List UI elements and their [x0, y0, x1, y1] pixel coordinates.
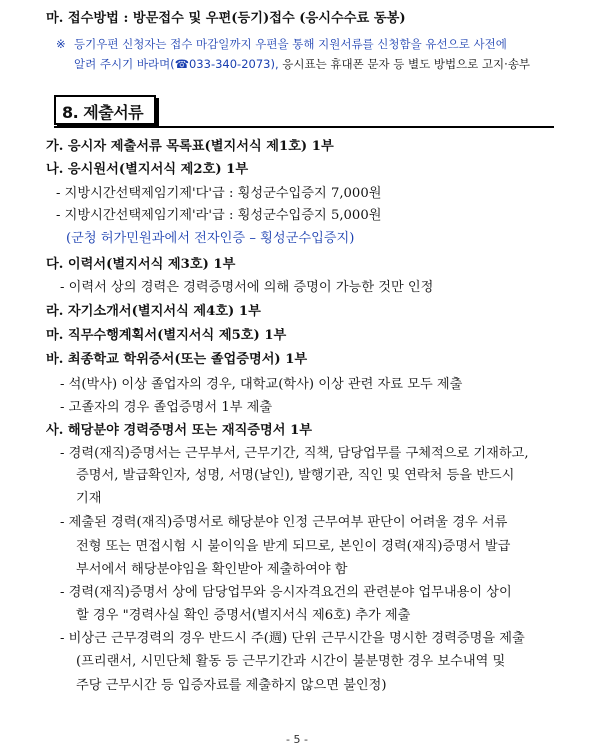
- reception-method: 마. 접수방법 : 방문접수 및 우편(등기)접수 (응시수수료 동봉): [46, 11, 406, 26]
- item-sa-b2-l2: 전형 또는 면접시험 시 불이익을 받게 되므로, 본인이 경력(재직)증명서 발급: [76, 539, 511, 554]
- item-sa-b4-l2: (프리랜서, 시민단체 활동 등 근무기간과 시간이 불분명한 경우 보수내역 및: [76, 654, 506, 669]
- item-na: 나. 응시원서(별지서식 제2호) 1부: [46, 162, 249, 177]
- item-ga: 가. 응시자 제출서류 목록표(별지서식 제1호) 1부: [46, 139, 334, 154]
- page-number: - 5 -: [286, 733, 308, 746]
- item-ba: 바. 최종학교 학위증서(또는 졸업증명서) 1부: [46, 352, 308, 367]
- note-mark: ※: [56, 37, 66, 51]
- reception-note-line2: 알려 주시기 바라며(☎033-340-2073), 응시표는 휴대폰 문자 등 별도 방법으로 고지·송부: [74, 57, 531, 71]
- section-title: 8. 제출서류: [62, 103, 144, 122]
- item-da-sub1: - 이력서 상의 경력은 경력증명서에 의해 증명이 가능한 것만 인정: [60, 280, 434, 295]
- item-sa-b1-l3: 기재: [76, 491, 102, 506]
- item-ba-sub2: - 고졸자의 경우 졸업증명서 1부 제출: [60, 400, 273, 415]
- item-sa-b4-l3: 주당 근무시간 등 입증자료를 제출하지 않으면 불인정): [76, 678, 387, 693]
- item-ra: 라. 자기소개서(별지서식 제4호) 1부: [46, 304, 261, 319]
- reception-note: [56, 35, 66, 53]
- contact-phone: 알려 주시기 바라며(☎033-340-2073),: [74, 57, 279, 71]
- section-title-box: [54, 95, 156, 125]
- item-sa-b1-l1: - 경력(재직)증명서는 근무부서, 근무기간, 직책, 담당업무를 구체적으로 기재하고,: [60, 446, 529, 461]
- item-sa: 사. 해당분야 경력증명서 또는 재직증명서 1부: [46, 423, 313, 438]
- item-sa-b4-l1: - 비상근 근무경력의 경우 반드시 주(週) 단위 근무시간을 명시한 경력증명을 제출: [60, 631, 525, 646]
- item-sa-b1-l2: 증명서, 발급확인자, 성명, 서명(날인), 발행기관, 직인 및 연락처 등을 반드시: [76, 468, 515, 483]
- item-sa-b2-l1: - 제출된 경력(재직)증명서로 해당분야 인정 근무여부 판단이 어려울 경우 서류: [60, 515, 508, 530]
- item-ma: 마. 직무수행계획서(별지서식 제5호) 1부: [46, 328, 287, 343]
- item-sa-b3-l2: 할 경우 "경력사실 확인 증명서(별지서식 제6호) 추가 제출: [76, 608, 411, 623]
- item-ba-sub1: - 석(박사) 이상 졸업자의 경우, 대학교(학사) 이상 관련 자료 모두 제출: [60, 377, 463, 392]
- item-na-sub1: - 지방시간선택제임기제'다'급 : 횡성군수입증지 7,000원: [56, 186, 382, 201]
- item-da: 다. 이력서(별지서식 제3호) 1부: [46, 257, 236, 272]
- item-sa-b2-l3: 부서에서 해당분야임을 확인받아 제출하여야 함: [76, 562, 348, 577]
- item-sa-b3-l1: - 경력(재직)증명서 상에 담당업무와 응시자격요건의 관련분야 업무내용이 상이: [60, 585, 512, 600]
- reception-note-line1: 등기우편 신청자는 접수 마감일까지 우편을 통해 지원서류를 신청함을 유선으로 사전에: [74, 37, 507, 51]
- item-na-note: (군청 허가민원과에서 전자인증 – 횡성군수입증지): [66, 231, 355, 246]
- section-divider: [54, 126, 554, 128]
- item-na-sub2: - 지방시간선택제임기제'라'급 : 횡성군수입증지 5,000원: [56, 208, 382, 223]
